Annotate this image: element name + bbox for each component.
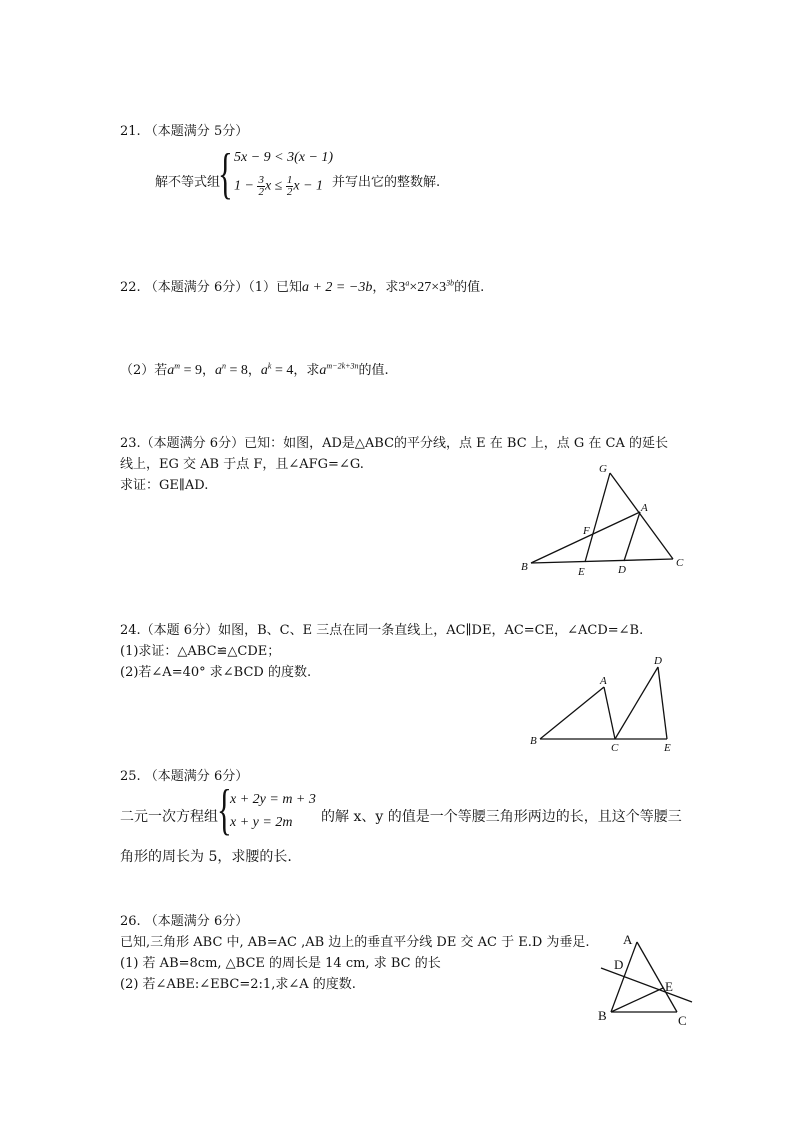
q23-label-C: C bbox=[676, 557, 684, 569]
q26-line-3: (2) 若∠ABE:∠EBC=2:1,求∠A 的度数. bbox=[120, 977, 356, 992]
q21-fraction-1: $\frac{3}{2}$ bbox=[258, 174, 264, 198]
q24-line-2: (1)求证：△ABC≌△CDE； bbox=[120, 644, 281, 659]
q23-line-3: 求证：GE∥AD. bbox=[120, 478, 209, 493]
q26-line-2: (1) 若 AB=8cm, △BCE 的周长是 14 cm, 求 BC 的长 bbox=[120, 956, 441, 971]
q21-brace: { bbox=[218, 143, 233, 205]
q21-prefix: 解不等式组 bbox=[155, 175, 221, 190]
q26-label-A: A bbox=[623, 932, 633, 947]
q25-eq-2: x + y = 2m bbox=[230, 815, 293, 830]
q23-segment-AD bbox=[624, 512, 640, 561]
q24-line-1: 24.（本题 6分）如图，B、C、E 三点在同一条直线上，AC∥DE，AC=CE，∠ACD=∠B. bbox=[120, 623, 644, 638]
q26-segment-AB bbox=[611, 942, 637, 1012]
q24-label-C: C bbox=[611, 742, 619, 754]
q22-end: 的值. bbox=[454, 280, 485, 295]
q22-end2: 的值. bbox=[358, 363, 389, 378]
q22-part1-label: 22. （本题满分 6分）（1）已知 bbox=[120, 280, 302, 295]
q22-ak: $a^k = 4$ bbox=[260, 361, 294, 378]
q25-prefix: 二元一次方程组 bbox=[120, 809, 218, 825]
q24-segment-AC bbox=[604, 687, 615, 739]
q23-line-1: 23.（本题满分 6分）已知：如图，AD是△ABC的平分线，点 E 在 BC 上，点 G 在 CA 的延长 bbox=[120, 436, 669, 451]
q21-ineq-2-a: 1 − bbox=[234, 178, 258, 194]
q26-label-E: E bbox=[665, 979, 673, 994]
q24-line-3: (2)若∠A=40° 求∠BCD 的度数. bbox=[120, 665, 312, 680]
q25-suffix: 的解 x、y 的值是一个等腰三角形两边的长，且这个等腰三 bbox=[321, 809, 682, 825]
q24-label-A: A bbox=[600, 675, 607, 687]
q22-target: $a^{m-2k+3n}$ bbox=[319, 361, 359, 378]
q21-ineq-2 bbox=[234, 175, 323, 198]
q21-ineq-2-c: x − 1 bbox=[293, 178, 324, 194]
q22-condition: a + 2 = −3b bbox=[301, 280, 373, 295]
q22-am: $a^m = 9$ bbox=[167, 361, 202, 378]
q26-perpendicular-bisector bbox=[601, 968, 692, 1002]
q23-label-A: A bbox=[641, 502, 648, 514]
q21-fraction-2: $\frac{1}{2}$ bbox=[286, 174, 293, 198]
q24-label-E: E bbox=[664, 742, 671, 754]
q23-segment-BC bbox=[531, 559, 673, 563]
q23-segment-BA bbox=[531, 512, 640, 563]
q23-segment-GE bbox=[585, 473, 610, 562]
q24-segment-BA bbox=[540, 687, 604, 739]
q21-header: 21. （本题满分 5分） bbox=[120, 124, 249, 139]
q26-label-B: B bbox=[598, 1008, 607, 1023]
q23-segment-GC bbox=[610, 473, 673, 559]
q26-label-D: D bbox=[614, 957, 624, 972]
q24-segment-CD bbox=[615, 667, 658, 739]
q26-label-C: C bbox=[678, 1013, 687, 1028]
q24-segment-DE bbox=[658, 667, 667, 739]
q22-an: $a^n = 8$ bbox=[214, 361, 248, 378]
q22-expression: $3^a\times 27\times 3^{3b}$ bbox=[398, 278, 455, 295]
q26-line-1: 已知,三角形 ABC 中, AB=AC ,AB 边上的垂直平分线 DE 交 AC 于 E.D 为垂足. bbox=[120, 935, 590, 950]
q22-mid: ，求 bbox=[372, 280, 399, 295]
q25-header: 25. （本题满分 6分） bbox=[120, 769, 249, 784]
q22-line-2: （2）若$a^m = 9$，$a^n = 8$，$a^k = 4$，求$a^{m-2k+3n}$的值. bbox=[120, 361, 389, 378]
q24-label-B: B bbox=[530, 735, 537, 747]
q23-label-E: E bbox=[578, 566, 585, 578]
q26-header: 26. （本题满分 6分） bbox=[120, 914, 249, 929]
q22-ask: ，求 bbox=[293, 363, 320, 378]
q23-line-2: 线上，EG 交 AB 于点 F，且∠AFG=∠G. bbox=[120, 457, 364, 472]
q24-label-D: D bbox=[654, 655, 662, 667]
q25-brace: { bbox=[217, 779, 232, 841]
q23-label-D: D bbox=[618, 564, 626, 576]
q26-segment-AC bbox=[637, 942, 677, 1012]
q25-eq-1: x + 2y = m + 3 bbox=[230, 792, 316, 807]
q21-ineq-2-b: x ≤ bbox=[264, 178, 286, 194]
q25-line-2: 角形的周长为 5，求腰的长. bbox=[120, 849, 292, 865]
q21-ineq-1: 5x − 9 < 3(x − 1) bbox=[234, 150, 334, 165]
q21-suffix: 并写出它的整数解. bbox=[332, 175, 441, 190]
q23-label-F: F bbox=[583, 525, 590, 537]
q23-label-B: B bbox=[521, 561, 528, 573]
q22-line-1 bbox=[120, 276, 484, 296]
q22-part2-label: （2）若 bbox=[120, 363, 168, 378]
q26-segment-BE bbox=[611, 988, 663, 1012]
q23-label-G: G bbox=[599, 463, 607, 475]
